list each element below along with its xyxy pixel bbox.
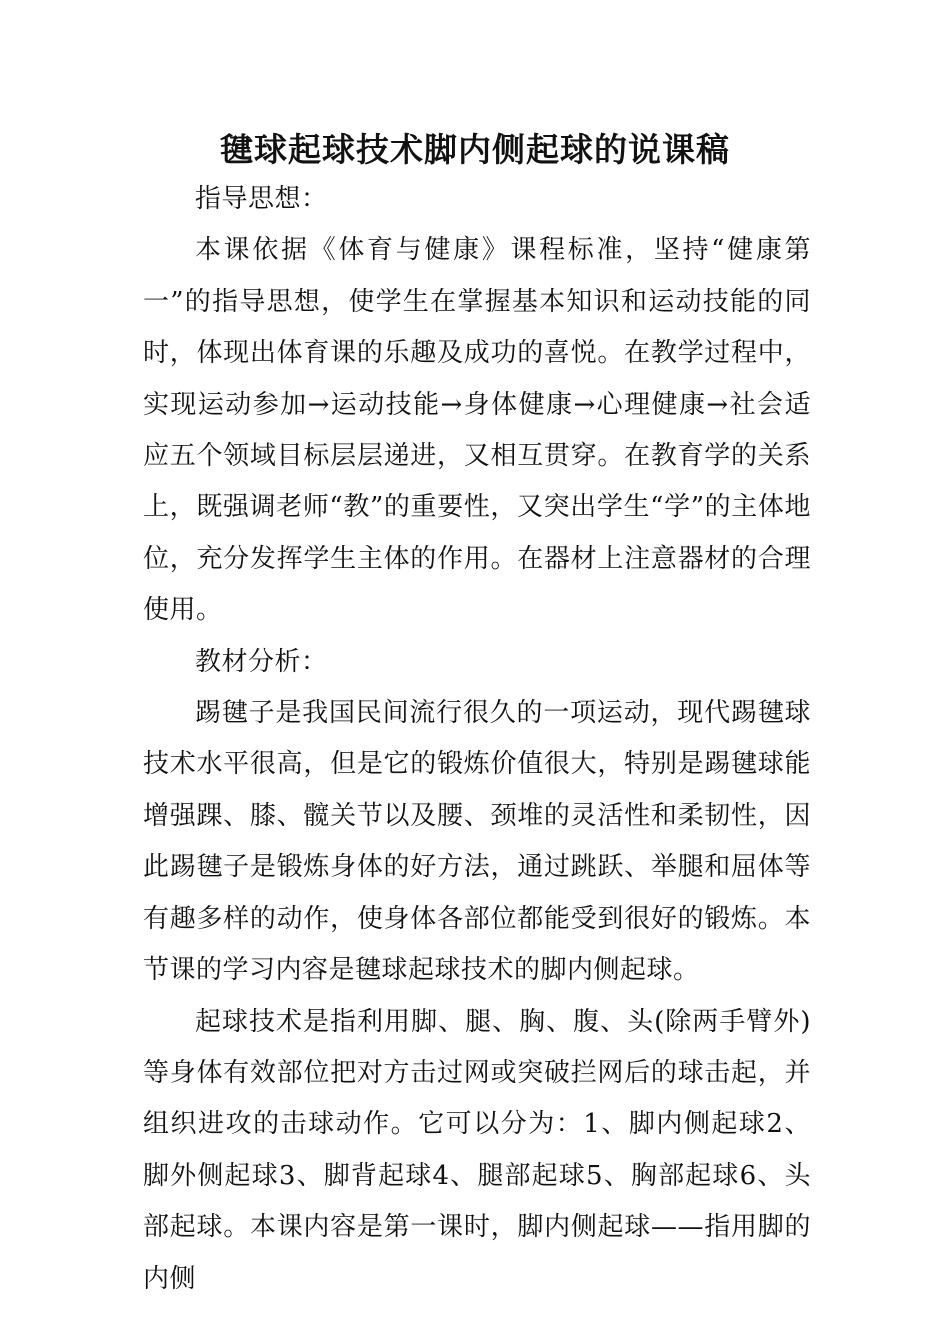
section-heading-guiding-ideology: 指导思想： xyxy=(195,184,328,214)
paragraph-ball-technique: 起球技术是指利用脚、腿、胸、腹、头(除两手臂外)等身体有效部位把对方击过网或突破拦网后的球击起，并组织进攻的击球动作。它可以分为：1、脚内侧起球2、脚外侧起球3、脚背起球4、腿部起球5、胸部起球6、头部起球。本课内容是第一课时，脚内侧起球——指用脚的内侧 xyxy=(143,1006,811,1294)
section-heading-material-analysis: 教材分析： xyxy=(195,646,328,677)
paragraph-guiding-ideology: 本课依据《体育与健康》课程标准，坚持“健康第一”的指导思想，使学生在掌握基本知识和运动技能的同时，体现出体育课的乐趣及成功的喜悦。在教学过程中，实现运动参加→运动技能→身体健康→心理健康→社会适应五个领域目标层层递进，又相互贯穿。在教育学的关系上，既强调老师“教”的重要性，又突出学生“学”的主体地位，充分发挥学生主体的作用。在器材上注意器材的合理使用。 xyxy=(143,235,811,626)
paragraph-material-analysis: 踢毽子是我国民间流行很久的一项运动，现代踢毽球技术水平很高，但是它的锻炼价值很大，特别是踢毽球能增强踝、膝、髋关节以及腰、颈堆的灵活性和柔韧性，因此踢毽子是锻炼身体的好方法，通过跳跃、举腿和屈体等有趣多样的动作，使身体各部位都能受到很好的锻炼。本节课的学习内容是毽球起球技术的脚内侧起球。 xyxy=(143,698,811,986)
document-body xyxy=(143,174,811,1305)
document-title: 毽球起球技术脚内侧起球的说课稿 xyxy=(220,130,730,169)
